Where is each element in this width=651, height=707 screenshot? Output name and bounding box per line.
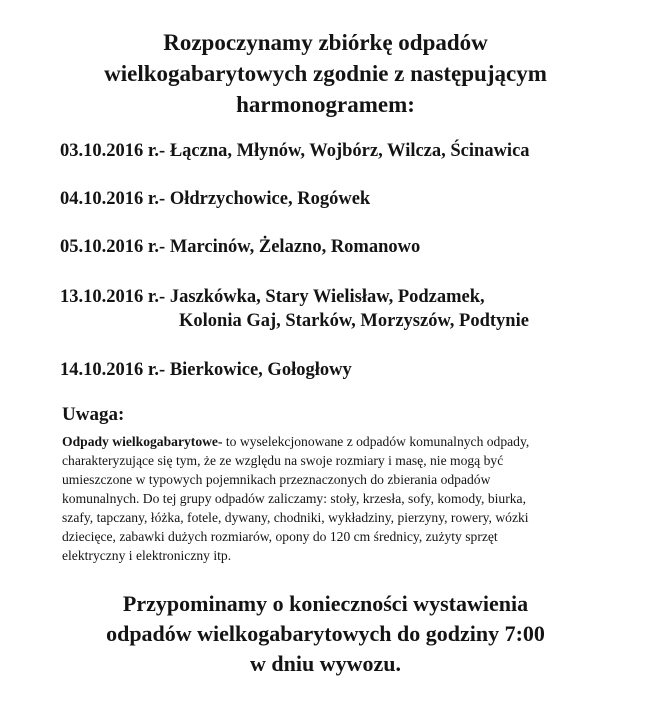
note-term: Odpady wielkogabarytowe- [62,434,223,449]
note-definition: to wyselekcjonowane z odpadów komunalnych odpady, [225,434,530,449]
note-line-5: szafy, tapczany, łóżka, fotele, dywany, chodniki, wykładziny, pierzyny, rowery, wózki [62,510,529,525]
note-line-4: komunalnych. Do tej grupy odpadów zaliczamy: stoły, krzesła, sofy, komody, biurka, [62,491,526,506]
title-line-1: Rozpoczynamy zbiórkę odpadów [163,30,488,55]
note-line-3: umieszczone w typowych pojemnikach przeznaczonych do zbierania odpadów [62,472,491,487]
reminder-line-1: Przypominamy o konieczności wystawienia [122,591,529,616]
schedule-date: 14.10.2016 r.- [60,360,166,380]
schedule-entry [60,187,370,211]
note-line-6: dziecięce, zabawki dużych rozmiarów, opony do 120 cm średnicy, zużyty sprzęt [62,529,498,544]
note-heading: Uwaga: [62,404,125,425]
notice-title [40,27,611,120]
schedule-entry [60,235,420,259]
reminder-line-3: w dniu wywozu. [250,651,401,676]
title-line-2: wielkogabarytowych zgodnie z następującym [104,61,547,86]
note-line-2: charakteryzujące się tym, że ze względu na swoje rozmiary i masę, nie mogą być [62,453,504,468]
note-line-7: elektryczny i elektroniczny itp. [62,548,232,563]
schedule-places: Marcinów, Żelazno, Romanowo [169,237,421,257]
schedule-entry [60,139,530,163]
note-line-1 [62,432,597,451]
schedule-date: 03.10.2016 r.- [60,141,166,161]
schedule-places: Ołdrzychowice, Rogówek [169,189,371,209]
schedule-places: Bierkowice, Gołogłowy [169,360,352,380]
schedule-places: Łączna, Młynów, Wojbórz, Wilcza, Ścinawica [169,141,530,161]
schedule-date: 05.10.2016 r.- [60,237,166,257]
schedule-entry [60,358,352,382]
note-text [62,432,597,565]
reminder-text [40,589,611,679]
title-line-3: harmonogramem: [236,92,415,117]
schedule-entry [60,285,529,333]
schedule-places: Jaszkówka, Stary Wielisław, Podzamek, [169,287,485,307]
schedule-date: 13.10.2016 r.- [60,287,166,307]
schedule-places-continued: Kolonia Gaj, Starków, Morzyszów, Podtynie [179,311,529,331]
reminder-line-2: odpadów wielkogabarytowych do godziny 7:00 [106,621,545,646]
schedule-date: 04.10.2016 r.- [60,189,166,209]
